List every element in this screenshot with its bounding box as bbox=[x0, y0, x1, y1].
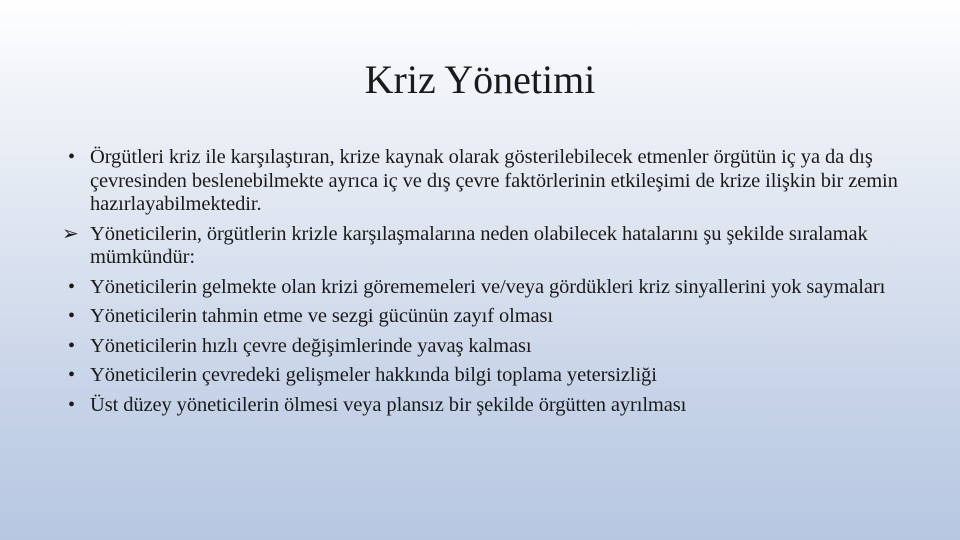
bullet-item bbox=[68, 335, 898, 359]
bullet-item bbox=[68, 146, 898, 217]
bullet-text: Yöneticilerin tahmin etme ve sezgi gücünün zayıf olması bbox=[90, 305, 554, 327]
bullet-icon: • bbox=[68, 275, 75, 298]
bullet-text: Yöneticilerin hızlı çevre değişimlerinde yavaş kalması bbox=[90, 334, 532, 357]
arrow-bullet-icon: ➢ bbox=[62, 222, 79, 245]
bullet-icon: • bbox=[68, 364, 75, 386]
bullet-item bbox=[68, 276, 898, 300]
bullet-text: Yöneticilerin, örgütlerin krizle karşılaşmalarına neden olabilecek hatalarını şu şekilde sıralamak mümkündür: bbox=[90, 222, 868, 268]
bullet-icon: • bbox=[68, 305, 75, 327]
bullet-text: Üst düzey yöneticilerin ölmesi veya plansız bir şekilde örgütten ayrılması bbox=[90, 393, 687, 416]
slide-title: Kriz Yönetimi bbox=[364, 57, 596, 102]
bullet-text: Yöneticilerin çevredeki gelişmeler hakkında bilgi toplama yetersizliği bbox=[90, 364, 657, 386]
bullet-icon: • bbox=[68, 334, 75, 357]
bullet-item bbox=[68, 364, 898, 388]
bullet-icon: • bbox=[68, 393, 75, 416]
bullet-text: Yöneticilerin gelmekte olan krizi görememeleri ve/veya gördükleri kriz sinyallerini yok saymaları bbox=[90, 275, 886, 298]
bullet-text: Örgütleri kriz ile karşılaştıran, krize kaynak olarak gösterilebilecek etmenler örgütün iç ya da dış çevresinden beslenebilmekte ayrıca iç ve dış çevre faktörlerinin etkileşimi de krize ilişkin bir zemin hazırlayabilmektedir. bbox=[90, 146, 898, 215]
bullet-item bbox=[68, 394, 898, 418]
bullet-item bbox=[68, 305, 898, 329]
arrow-item bbox=[62, 222, 898, 270]
bullet-list bbox=[62, 146, 898, 423]
bullet-icon: • bbox=[68, 146, 75, 168]
